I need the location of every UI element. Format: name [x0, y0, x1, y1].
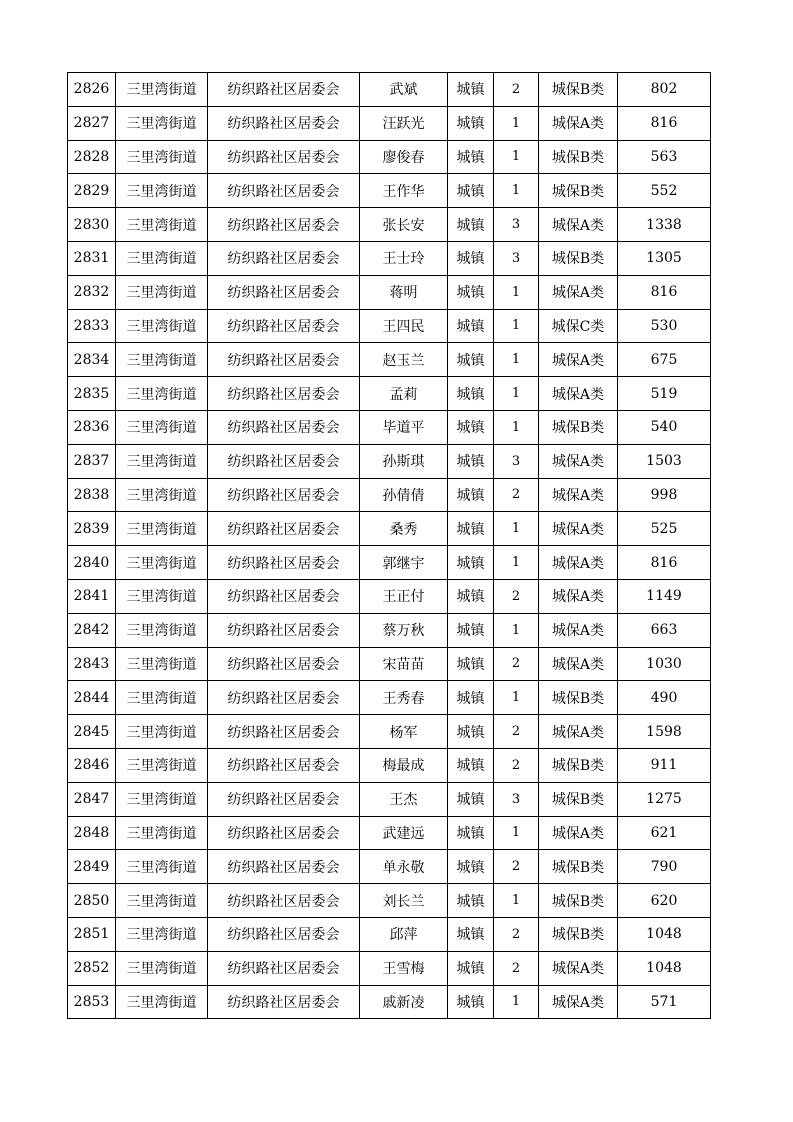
street-cell: 三里湾街道: [116, 782, 208, 816]
category-cell: 城保A类: [539, 985, 618, 1019]
community-cell: 纺织路社区居委会: [208, 275, 360, 309]
count-cell: 2: [494, 917, 539, 951]
street-cell: 三里湾街道: [116, 106, 208, 140]
serial-cell: 2839: [68, 512, 116, 546]
community-cell: 纺织路社区居委会: [208, 613, 360, 647]
serial-cell: 2847: [68, 782, 116, 816]
amount-cell: 1338: [618, 208, 711, 242]
category-cell: 城保A类: [539, 951, 618, 985]
amount-cell: 816: [618, 275, 711, 309]
community-cell: 纺织路社区居委会: [208, 377, 360, 411]
street-cell: 三里湾街道: [116, 715, 208, 749]
name-cell: 王秀春: [360, 681, 448, 715]
type-cell: 城镇: [448, 546, 494, 580]
count-cell: 1: [494, 985, 539, 1019]
table-row: [68, 478, 711, 512]
serial-cell: 2833: [68, 309, 116, 343]
street-cell: 三里湾街道: [116, 377, 208, 411]
community-cell: 纺织路社区居委会: [208, 410, 360, 444]
community-cell: 纺织路社区居委会: [208, 140, 360, 174]
amount-cell: 571: [618, 985, 711, 1019]
type-cell: 城镇: [448, 377, 494, 411]
type-cell: 城镇: [448, 917, 494, 951]
category-cell: 城保A类: [539, 715, 618, 749]
amount-cell: 1048: [618, 917, 711, 951]
category-cell: 城保A类: [539, 208, 618, 242]
count-cell: 1: [494, 377, 539, 411]
category-cell: 城保B类: [539, 241, 618, 275]
table-row: [68, 309, 711, 343]
serial-cell: 2829: [68, 174, 116, 208]
street-cell: 三里湾街道: [116, 748, 208, 782]
community-cell: 纺织路社区居委会: [208, 546, 360, 580]
table-row: [68, 884, 711, 918]
street-cell: 三里湾街道: [116, 884, 208, 918]
table-row: [68, 613, 711, 647]
serial-cell: 2846: [68, 748, 116, 782]
amount-cell: 525: [618, 512, 711, 546]
table-row: [68, 73, 711, 107]
serial-cell: 2827: [68, 106, 116, 140]
serial-cell: 2832: [68, 275, 116, 309]
category-cell: 城保B类: [539, 410, 618, 444]
amount-cell: 1598: [618, 715, 711, 749]
count-cell: 2: [494, 951, 539, 985]
name-cell: 单永敬: [360, 850, 448, 884]
count-cell: 2: [494, 748, 539, 782]
amount-cell: 621: [618, 816, 711, 850]
name-cell: 孟莉: [360, 377, 448, 411]
community-cell: 纺织路社区居委会: [208, 985, 360, 1019]
serial-cell: 2837: [68, 444, 116, 478]
amount-cell: 1305: [618, 241, 711, 275]
table-row: [68, 343, 711, 377]
table-row: [68, 850, 711, 884]
amount-cell: 530: [618, 309, 711, 343]
serial-cell: 2853: [68, 985, 116, 1019]
street-cell: 三里湾街道: [116, 174, 208, 208]
community-cell: 纺织路社区居委会: [208, 444, 360, 478]
name-cell: 桑秀: [360, 512, 448, 546]
serial-cell: 2834: [68, 343, 116, 377]
category-cell: 城保A类: [539, 275, 618, 309]
community-cell: 纺织路社区居委会: [208, 951, 360, 985]
count-cell: 3: [494, 208, 539, 242]
serial-cell: 2852: [68, 951, 116, 985]
type-cell: 城镇: [448, 343, 494, 377]
community-cell: 纺织路社区居委会: [208, 73, 360, 107]
type-cell: 城镇: [448, 275, 494, 309]
category-cell: 城保A类: [539, 343, 618, 377]
category-cell: 城保A类: [539, 546, 618, 580]
count-cell: 1: [494, 140, 539, 174]
category-cell: 城保B类: [539, 884, 618, 918]
category-cell: 城保B类: [539, 850, 618, 884]
count-cell: 2: [494, 579, 539, 613]
community-cell: 纺织路社区居委会: [208, 782, 360, 816]
serial-cell: 2831: [68, 241, 116, 275]
serial-cell: 2845: [68, 715, 116, 749]
name-cell: 刘长兰: [360, 884, 448, 918]
serial-cell: 2840: [68, 546, 116, 580]
community-cell: 纺织路社区居委会: [208, 647, 360, 681]
table-row: [68, 208, 711, 242]
type-cell: 城镇: [448, 748, 494, 782]
type-cell: 城镇: [448, 782, 494, 816]
community-cell: 纺织路社区居委会: [208, 816, 360, 850]
serial-cell: 2851: [68, 917, 116, 951]
name-cell: 蒋明: [360, 275, 448, 309]
community-cell: 纺织路社区居委会: [208, 106, 360, 140]
street-cell: 三里湾街道: [116, 73, 208, 107]
serial-cell: 2844: [68, 681, 116, 715]
name-cell: 廖俊春: [360, 140, 448, 174]
street-cell: 三里湾街道: [116, 208, 208, 242]
table-row: [68, 241, 711, 275]
serial-cell: 2828: [68, 140, 116, 174]
category-cell: 城保A类: [539, 512, 618, 546]
amount-cell: 816: [618, 106, 711, 140]
table-row: [68, 985, 711, 1019]
serial-cell: 2835: [68, 377, 116, 411]
amount-cell: 552: [618, 174, 711, 208]
street-cell: 三里湾街道: [116, 579, 208, 613]
serial-cell: 2850: [68, 884, 116, 918]
table-row: [68, 174, 711, 208]
name-cell: 杨军: [360, 715, 448, 749]
table-row: [68, 681, 711, 715]
category-cell: 城保A类: [539, 478, 618, 512]
count-cell: 1: [494, 275, 539, 309]
category-cell: 城保B类: [539, 917, 618, 951]
amount-cell: 620: [618, 884, 711, 918]
amount-cell: 802: [618, 73, 711, 107]
community-cell: 纺织路社区居委会: [208, 512, 360, 546]
community-cell: 纺织路社区居委会: [208, 681, 360, 715]
category-cell: 城保A类: [539, 579, 618, 613]
type-cell: 城镇: [448, 444, 494, 478]
name-cell: 武斌: [360, 73, 448, 107]
category-cell: 城保A类: [539, 106, 618, 140]
type-cell: 城镇: [448, 73, 494, 107]
count-cell: 1: [494, 816, 539, 850]
community-cell: 纺织路社区居委会: [208, 884, 360, 918]
serial-cell: 2848: [68, 816, 116, 850]
street-cell: 三里湾街道: [116, 546, 208, 580]
serial-cell: 2838: [68, 478, 116, 512]
type-cell: 城镇: [448, 681, 494, 715]
table-row: [68, 816, 711, 850]
community-cell: 纺织路社区居委会: [208, 343, 360, 377]
type-cell: 城镇: [448, 715, 494, 749]
name-cell: 王四民: [360, 309, 448, 343]
count-cell: 2: [494, 478, 539, 512]
table-row: [68, 917, 711, 951]
count-cell: 1: [494, 546, 539, 580]
count-cell: 3: [494, 782, 539, 816]
table-row: [68, 748, 711, 782]
serial-cell: 2849: [68, 850, 116, 884]
street-cell: 三里湾街道: [116, 275, 208, 309]
street-cell: 三里湾街道: [116, 410, 208, 444]
table-row: [68, 512, 711, 546]
name-cell: 王士玲: [360, 241, 448, 275]
category-cell: 城保B类: [539, 782, 618, 816]
amount-cell: 1048: [618, 951, 711, 985]
amount-cell: 1149: [618, 579, 711, 613]
amount-cell: 675: [618, 343, 711, 377]
name-cell: 王正付: [360, 579, 448, 613]
amount-cell: 816: [618, 546, 711, 580]
name-cell: 郭继宇: [360, 546, 448, 580]
type-cell: 城镇: [448, 140, 494, 174]
street-cell: 三里湾街道: [116, 816, 208, 850]
count-cell: 1: [494, 884, 539, 918]
type-cell: 城镇: [448, 951, 494, 985]
category-cell: 城保A类: [539, 647, 618, 681]
count-cell: 2: [494, 647, 539, 681]
type-cell: 城镇: [448, 985, 494, 1019]
count-cell: 3: [494, 241, 539, 275]
name-cell: 宋苗苗: [360, 647, 448, 681]
count-cell: 2: [494, 73, 539, 107]
count-cell: 1: [494, 309, 539, 343]
table-row: [68, 546, 711, 580]
amount-cell: 490: [618, 681, 711, 715]
data-table: [67, 72, 711, 1019]
serial-cell: 2836: [68, 410, 116, 444]
community-cell: 纺织路社区居委会: [208, 208, 360, 242]
count-cell: 1: [494, 681, 539, 715]
serial-cell: 2843: [68, 647, 116, 681]
amount-cell: 540: [618, 410, 711, 444]
street-cell: 三里湾街道: [116, 478, 208, 512]
category-cell: 城保B类: [539, 681, 618, 715]
amount-cell: 563: [618, 140, 711, 174]
community-cell: 纺织路社区居委会: [208, 748, 360, 782]
amount-cell: 663: [618, 613, 711, 647]
type-cell: 城镇: [448, 579, 494, 613]
amount-cell: 519: [618, 377, 711, 411]
community-cell: 纺织路社区居委会: [208, 917, 360, 951]
count-cell: 3: [494, 444, 539, 478]
name-cell: 张长安: [360, 208, 448, 242]
table-row: [68, 377, 711, 411]
serial-cell: 2842: [68, 613, 116, 647]
count-cell: 2: [494, 715, 539, 749]
street-cell: 三里湾街道: [116, 444, 208, 478]
category-cell: 城保A类: [539, 377, 618, 411]
name-cell: 毕道平: [360, 410, 448, 444]
name-cell: 赵玉兰: [360, 343, 448, 377]
type-cell: 城镇: [448, 241, 494, 275]
serial-cell: 2830: [68, 208, 116, 242]
community-cell: 纺织路社区居委会: [208, 579, 360, 613]
amount-cell: 1503: [618, 444, 711, 478]
count-cell: 1: [494, 343, 539, 377]
category-cell: 城保B类: [539, 140, 618, 174]
street-cell: 三里湾街道: [116, 512, 208, 546]
type-cell: 城镇: [448, 647, 494, 681]
table-row: [68, 715, 711, 749]
community-cell: 纺织路社区居委会: [208, 174, 360, 208]
serial-cell: 2826: [68, 73, 116, 107]
street-cell: 三里湾街道: [116, 917, 208, 951]
type-cell: 城镇: [448, 106, 494, 140]
name-cell: 孙倩倩: [360, 478, 448, 512]
category-cell: 城保A类: [539, 444, 618, 478]
type-cell: 城镇: [448, 410, 494, 444]
type-cell: 城镇: [448, 478, 494, 512]
name-cell: 王作华: [360, 174, 448, 208]
name-cell: 邱萍: [360, 917, 448, 951]
type-cell: 城镇: [448, 512, 494, 546]
count-cell: 1: [494, 613, 539, 647]
table-row: [68, 647, 711, 681]
street-cell: 三里湾街道: [116, 613, 208, 647]
count-cell: 1: [494, 410, 539, 444]
street-cell: 三里湾街道: [116, 985, 208, 1019]
name-cell: 蔡万秋: [360, 613, 448, 647]
amount-cell: 998: [618, 478, 711, 512]
count-cell: 1: [494, 174, 539, 208]
type-cell: 城镇: [448, 850, 494, 884]
category-cell: 城保A类: [539, 816, 618, 850]
table-row: [68, 140, 711, 174]
name-cell: 梅最成: [360, 748, 448, 782]
category-cell: 城保A类: [539, 613, 618, 647]
name-cell: 戚新凌: [360, 985, 448, 1019]
street-cell: 三里湾街道: [116, 140, 208, 174]
name-cell: 王杰: [360, 782, 448, 816]
amount-cell: 790: [618, 850, 711, 884]
serial-cell: 2841: [68, 579, 116, 613]
count-cell: 2: [494, 850, 539, 884]
community-cell: 纺织路社区居委会: [208, 241, 360, 275]
amount-cell: 1030: [618, 647, 711, 681]
street-cell: 三里湾街道: [116, 343, 208, 377]
amount-cell: 911: [618, 748, 711, 782]
table-row: [68, 106, 711, 140]
type-cell: 城镇: [448, 816, 494, 850]
category-cell: 城保B类: [539, 748, 618, 782]
street-cell: 三里湾街道: [116, 681, 208, 715]
name-cell: 武建远: [360, 816, 448, 850]
type-cell: 城镇: [448, 174, 494, 208]
community-cell: 纺织路社区居委会: [208, 309, 360, 343]
name-cell: 汪跃光: [360, 106, 448, 140]
type-cell: 城镇: [448, 884, 494, 918]
street-cell: 三里湾街道: [116, 647, 208, 681]
type-cell: 城镇: [448, 309, 494, 343]
street-cell: 三里湾街道: [116, 850, 208, 884]
street-cell: 三里湾街道: [116, 951, 208, 985]
category-cell: 城保C类: [539, 309, 618, 343]
table-row: [68, 410, 711, 444]
amount-cell: 1275: [618, 782, 711, 816]
category-cell: 城保B类: [539, 73, 618, 107]
street-cell: 三里湾街道: [116, 309, 208, 343]
table-row: [68, 782, 711, 816]
community-cell: 纺织路社区居委会: [208, 850, 360, 884]
count-cell: 1: [494, 512, 539, 546]
count-cell: 1: [494, 106, 539, 140]
type-cell: 城镇: [448, 613, 494, 647]
table-row: [68, 951, 711, 985]
category-cell: 城保B类: [539, 174, 618, 208]
community-cell: 纺织路社区居委会: [208, 715, 360, 749]
name-cell: 孙斯琪: [360, 444, 448, 478]
street-cell: 三里湾街道: [116, 241, 208, 275]
community-cell: 纺织路社区居委会: [208, 478, 360, 512]
table-row: [68, 444, 711, 478]
table-body: [68, 73, 711, 1019]
table-row: [68, 275, 711, 309]
name-cell: 王雪梅: [360, 951, 448, 985]
table-row: [68, 579, 711, 613]
type-cell: 城镇: [448, 208, 494, 242]
